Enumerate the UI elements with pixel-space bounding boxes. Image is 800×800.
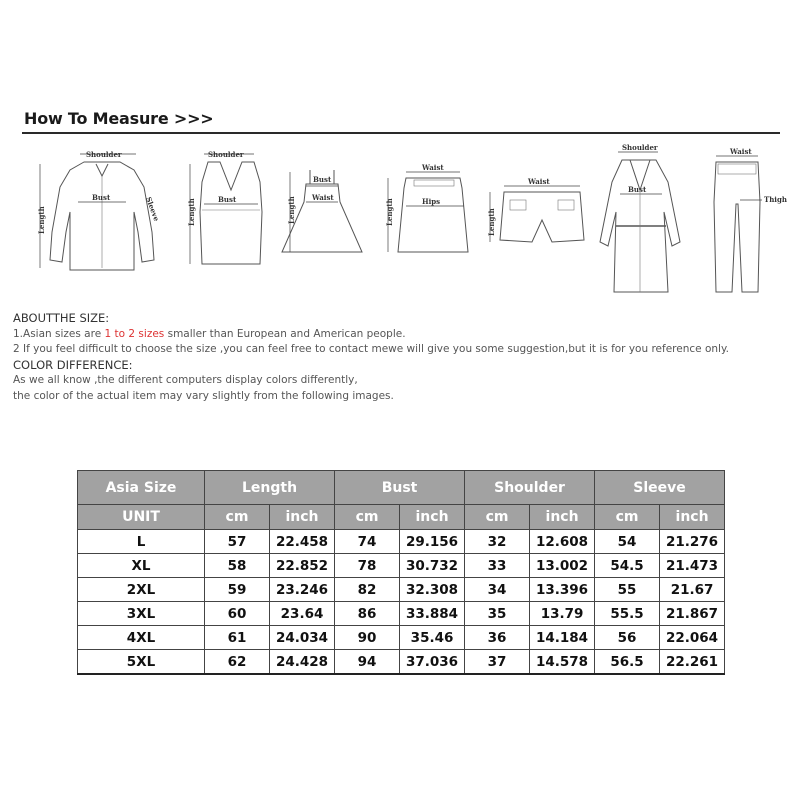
- vest-figure: [172, 142, 272, 282]
- table-row: [78, 626, 725, 650]
- table-cell: 21.473: [660, 554, 725, 578]
- table-cell: 34: [465, 578, 530, 602]
- table-cell: 82: [335, 578, 400, 602]
- table-cell: 35: [465, 602, 530, 626]
- size-cell: XL: [78, 554, 205, 578]
- measurement-figures: [20, 142, 790, 302]
- table-cell: 54.5: [595, 554, 660, 578]
- table-cell: 90: [335, 626, 400, 650]
- unit-row: [78, 505, 725, 530]
- table-cell: 22.852: [270, 554, 335, 578]
- table-header-row: [78, 471, 725, 505]
- dress-figure: [276, 142, 371, 282]
- table-cell: 24.428: [270, 650, 335, 675]
- table-cell: 24.034: [270, 626, 335, 650]
- unit-cell: cm: [205, 505, 270, 530]
- unit-cell: cm: [595, 505, 660, 530]
- table-row: [78, 578, 725, 602]
- shirt-bust-label: Bust: [92, 193, 111, 202]
- table-cell: 21.67: [660, 578, 725, 602]
- skirt-waist-label: Waist: [422, 163, 444, 172]
- header-bust: Bust: [335, 471, 465, 505]
- vest-bust-label: Bust: [218, 195, 237, 204]
- unit-cell: inch: [400, 505, 465, 530]
- size-cell: 4XL: [78, 626, 205, 650]
- coat-shoulder-label: Shoulder: [622, 143, 658, 152]
- header-length: Length: [205, 471, 335, 505]
- table-cell: 33.884: [400, 602, 465, 626]
- dress-length-label: Length: [287, 196, 296, 224]
- table-cell: 14.184: [530, 626, 595, 650]
- unit-label: UNIT: [78, 505, 205, 530]
- table-cell: 56: [595, 626, 660, 650]
- table-cell: 22.064: [660, 626, 725, 650]
- size-difference-highlight: 1 to 2 sizes: [104, 327, 165, 340]
- shorts-waist-label: Waist: [528, 177, 550, 186]
- table-cell: 13.396: [530, 578, 595, 602]
- unit-cell: inch: [530, 505, 595, 530]
- shirt-sleeve-label: Sleeve: [144, 195, 162, 223]
- size-cell: L: [78, 530, 205, 554]
- about-size-heading: ABOUTTHE SIZE:: [13, 311, 110, 325]
- table-cell: 78: [335, 554, 400, 578]
- header-asia-size: Asia Size: [78, 471, 205, 505]
- vest-length-label: Length: [187, 198, 196, 226]
- shirt-length-label: Length: [37, 206, 46, 234]
- pants-figure: [700, 142, 790, 302]
- note-line-4: the color of the actual item may vary slightly from the following images.: [13, 389, 394, 402]
- table-cell: 37.036: [400, 650, 465, 675]
- table-cell: 21.867: [660, 602, 725, 626]
- table-cell: 23.246: [270, 578, 335, 602]
- shorts-length-label: Length: [487, 208, 496, 236]
- table-cell: 58: [205, 554, 270, 578]
- unit-cell: cm: [335, 505, 400, 530]
- size-cell: 2XL: [78, 578, 205, 602]
- size-chart-table: [77, 470, 725, 675]
- table-cell: 86: [335, 602, 400, 626]
- note-line-1-prefix: 1.Asian sizes are: [13, 327, 105, 340]
- table-cell: 22.261: [660, 650, 725, 675]
- dress-bust-label: Bust: [313, 175, 332, 184]
- table-cell: 37: [465, 650, 530, 675]
- header-divider: [22, 132, 780, 134]
- table-cell: 61: [205, 626, 270, 650]
- table-cell: 94: [335, 650, 400, 675]
- unit-cell: inch: [270, 505, 335, 530]
- vest-shoulder-label: Shoulder: [208, 150, 244, 159]
- skirt-hips-label: Hips: [422, 197, 441, 206]
- note-line-1: [13, 327, 793, 343]
- note-line-3: As we all know ,the different computers display colors differently,: [13, 374, 358, 386]
- table-cell: 62: [205, 650, 270, 675]
- how-to-measure-header: [22, 107, 780, 133]
- coat-figure: [594, 142, 694, 302]
- skirt-length-label: Length: [385, 198, 394, 226]
- table-cell: 13.002: [530, 554, 595, 578]
- table-cell: 13.79: [530, 602, 595, 626]
- size-notes: [13, 311, 793, 404]
- size-cell: 5XL: [78, 650, 205, 675]
- table-cell: 56.5: [595, 650, 660, 675]
- unit-cell: inch: [660, 505, 725, 530]
- table-row: [78, 530, 725, 554]
- unit-cell: cm: [465, 505, 530, 530]
- table-cell: 36: [465, 626, 530, 650]
- shirt-figure: [26, 142, 161, 282]
- table-row: [78, 650, 725, 675]
- table-cell: 55.5: [595, 602, 660, 626]
- page-title: How To Measure >>>: [24, 109, 214, 128]
- pants-thigh-label: Thigh: [764, 195, 787, 204]
- header-sleeve: Sleeve: [595, 471, 725, 505]
- table-cell: 54: [595, 530, 660, 554]
- table-cell: 33: [465, 554, 530, 578]
- header-shoulder: Shoulder: [465, 471, 595, 505]
- table-cell: 57: [205, 530, 270, 554]
- table-cell: 12.608: [530, 530, 595, 554]
- shirt-shoulder-label: Shoulder: [86, 150, 122, 159]
- table-cell: 55: [595, 578, 660, 602]
- table-cell: 14.578: [530, 650, 595, 675]
- coat-bust-label: Bust: [628, 185, 647, 194]
- table-cell: 74: [335, 530, 400, 554]
- table-cell: 32.308: [400, 578, 465, 602]
- table-cell: 35.46: [400, 626, 465, 650]
- table-cell: 29.156: [400, 530, 465, 554]
- shorts-figure: [480, 142, 590, 282]
- table-cell: 59: [205, 578, 270, 602]
- dress-waist-label: Waist: [312, 193, 334, 202]
- table-cell: 21.276: [660, 530, 725, 554]
- table-cell: 32: [465, 530, 530, 554]
- note-line-2: 2 If you feel difficult to choose the size ,you can feel free to contact mewe will give you some suggestion,but it is for you reference only.: [13, 343, 729, 355]
- note-line-1-suffix: smaller than European and American people.: [164, 327, 406, 340]
- table-row: [78, 602, 725, 626]
- table-cell: 30.732: [400, 554, 465, 578]
- table-cell: 23.64: [270, 602, 335, 626]
- table-cell: 60: [205, 602, 270, 626]
- table-row: [78, 554, 725, 578]
- size-cell: 3XL: [78, 602, 205, 626]
- color-difference-heading: COLOR DIFFERENCE:: [13, 357, 133, 372]
- table-cell: 22.458: [270, 530, 335, 554]
- skirt-figure: [376, 142, 476, 282]
- pants-waist-label: Waist: [730, 147, 752, 156]
